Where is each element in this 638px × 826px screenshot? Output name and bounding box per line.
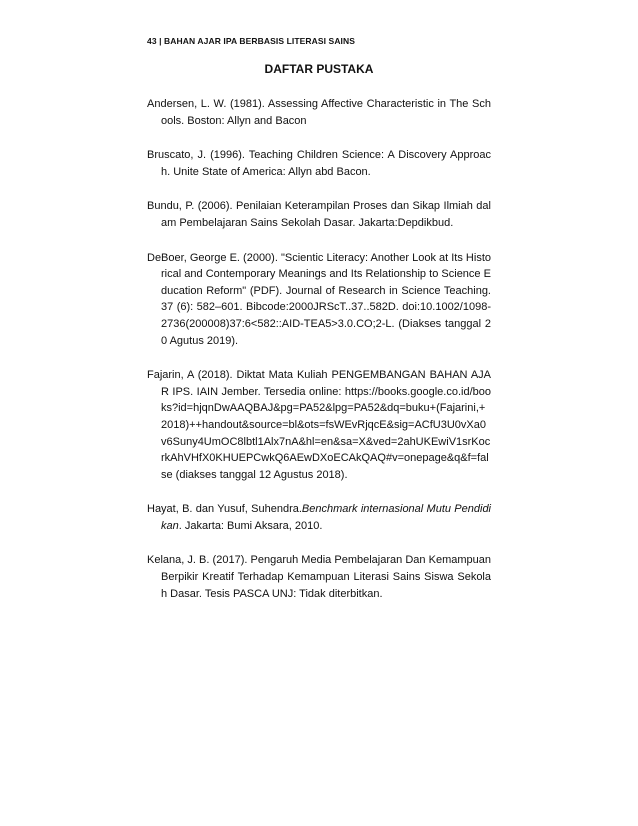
reference-item: DeBoer, George E. (2000). "Scientic Literacy: Another Look at Its Historical and Contemporary Meanings and Its Relationship to Science Education Reform" (PDF). Journal of Research in Science Teaching. 37 (6): 582–601. Bibcode:2000JRScT..37..582D. doi:10.1002/1098-2736(200008)37:6<582::AID-TEA5>3.0.CO;2-L. (Diakses tanggal 20 Agutus 2019).	[147, 251, 491, 347]
reference-item: Bundu, P. (2006). Penilaian Keterampilan Proses dan Sikap Ilmiah dalam Pembelajaran Sains Sekolah Dasar. Jakarta:Depdikbud.	[147, 200, 491, 229]
reference-item: Hayat, B. dan Yusuf, Suhendra.Benchmark internasional Mutu Pendidikan. Jakarta: Bumi Aksara, 2010.	[147, 503, 492, 532]
reference-list	[147, 96, 491, 620]
reference-item: Fajarin, A (2018). Diktat Mata Kuliah PENGEMBANGAN BAHAN AJAR IPS. IAIN Jember. Tersedia online: https://books.google.co.id/books?id=hjqnDwAAQBAJ&pg=PA52&lpg=PA52&dq=buku+(Fajarini,+2018)++handout&source=bl&ots=fsWEvRjqcE&sig=ACfU3U0vXa0v6Suny4UmOC8lbtl1Alx7nA&hl=en&sa=X&ved=2ahUKEwiV1srKocrkAhVHfX0KHUEPCwkQ6AEwDXoECAkQAQ#v=onepage&q&f=false (diakses tanggal 12 Agustus 2018).	[147, 369, 491, 481]
reference-item: Bruscato, J. (1996). Teaching Children Science: A Discovery Approach. Unite State of America: Allyn abd Bacon.	[147, 149, 491, 178]
reference-item: Kelana, J. B. (2017). Pengaruh Media Pembelajaran Dan Kemampuan Berpikir Kreatif Terhadap Kemampuan Literasi Sains Siswa Sekolah Dasar. Tesis PASCA UNJ: Tidak diterbitkan.	[147, 554, 491, 600]
reference-item: Andersen, L. W. (1981). Assessing Affective Characteristic in The Schools. Boston: Allyn and Bacon	[147, 98, 491, 127]
running-header: 43 | BAHAN AJAR IPA BERBASIS LITERASI SAINS	[147, 36, 356, 46]
page-title: DAFTAR PUSTAKA	[264, 62, 374, 76]
